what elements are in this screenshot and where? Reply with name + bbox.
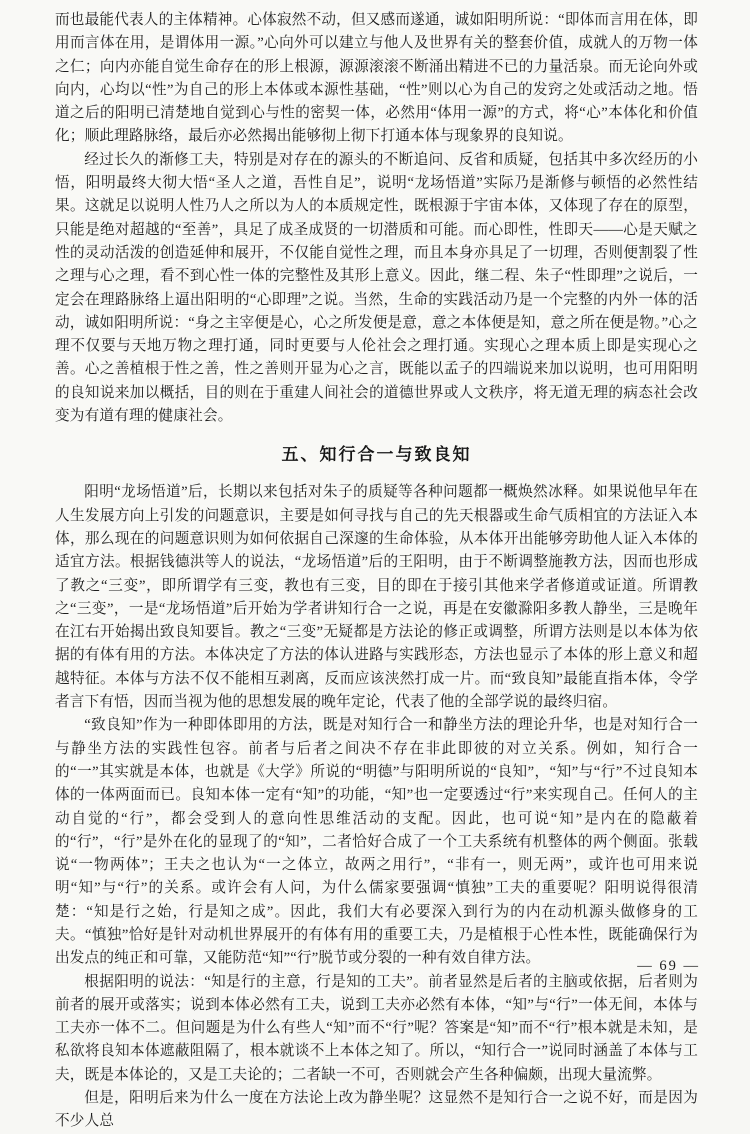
body-paragraph-continuation: 而也最能代表人的主体精神。心体寂然不动，但又感而遂通，诚如阳明所说：“即体而言用在体，即用而言体在用，是谓体用一源。”心向外可以建立与他人及世界有关的整套价值，成就人的万物一体之仁；向内亦能自觉生命存在的形上根源，源源滚滚不断涌出精进不已的力量活泉。而无论向外或向内，心均以“性”为自己的形上本体或本源性基础，“性”则以心为自己的发窍之处或活动之地。悟道之后的阳明已清楚地自觉到心与性的密契一体，必然用“体用一源”的方式，将“心”本体化和价值化；顺此理路脉络，最后亦必然揭出能够彻上彻下打通本体与现象界的良知说。	[55, 12, 698, 145]
body-paragraph-4: “致良知”作为一种即体即用的方法，既是对知行合一和静坐方法的理论升华，也是对知行合一与静坐方法的实践性包容。前者与后者之间决不存在非此即彼的对立关系。例如，知行合一的“一”其实就是本体，也就是《大学》所说的“明德”与阳明所说的“良知”，“知”与“行”不过良知本体的一体两面而已。良知本体一定有“知”的功能，“知”也一定要透过“行”来实现自己。任何人的主动自觉的“行”，都会受到人的意向性思维活动的支配。因此，也可说“知”是内在的隐蔽着的“行”，“行”是外在化的显现了的“知”，二者恰好合成了一个工夫系统有机整体的两个侧面。张载说“一物两体”；王夫之也认为“一之体立，故两之用行”，“非有一，则无两”，或许也可用来说明“知”与“行”的关系。或许会有人问，为什么儒家要强调“慎独”工夫的重要呢？阳明说得很清楚：“知是行之始，行是知之成”。因此，我们大有必要深入到行为的内在动机源头做修身的工夫。“慎独”恰好是针对动机世界展开的有体有用的重要工夫，乃是植根于心性本性，既能确保行为出发点的纯正和可靠，又能防范“知”“行”脱节或分裂的一种有效自律方法。	[55, 717, 698, 967]
section-heading: 五、知行合一与致良知	[281, 445, 472, 465]
page-content	[55, 9, 698, 1134]
body-paragraph-5: 根据阳明的说法：“知是行的主意，行是知的工夫”。前者显然是后者的主脑或依据，后者则为前者的展开或落实；说到本体必然有工夫，说到工夫亦必然有本体，“知”与“行”一体无间，本体与工夫亦一体不二。但问题是为什么有些人“知”而不“行”呢？答案是“知”而不“行”根本就是未知，是私欲将良知本体遮蔽阻隔了，根本就谈不上本体之知了。所以，“知行合一”说同时涵盖了本体与工夫，既是本体论的，又是工夫论的；二者缺一不可，否则就会产生各种偏颇，出现大量流弊。	[55, 973, 698, 1083]
page-number: — 69 —	[637, 958, 700, 974]
body-paragraph-6-truncated: 但是，阳明后来为什么一度在方法论上改为静坐呢？这显然不是知行合一之说不好，而是因为不少人总	[55, 1090, 698, 1130]
body-paragraph-3: 阳明“龙场悟道”后，长期以来包括对朱子的质疑等各种问题都一概焕然冰释。如果说他早年在人生发展方向上引发的问题意识，主要是如何寻找与自己的先天根器或生命气质相宜的方法证入本体，那么现在的问题意识则为如何依据自己深邃的生命体验，从本体开出能够旁助他人证入本体的适宜方法。根据钱德洪等人的说法，“龙场悟道”后的王阳明，由于不断调整施教方法，因而也形成了教之“三变”，即所谓学有三变，教也有三变，目的即在于接引其他来学者修道或证道。所谓教之“三变”，一是“龙场悟道”后开始为学者讲知行合一之说，再是在安徽滁阳多教人静坐，三是晚年在江右开始揭出致良知要旨。教之“三变”无疑都是方法论的修正或调整，所谓方法则是以本体为依据的有体有用的方法。本体决定了方法的体认进路与实践形态，方法也显示了本体的形上意义和超越特征。本体与方法不仅不能相互剥离，反而应该浃然打成一片。而“致良知”最能直指本体，令学者言下有悟，因而当视为他的思想发展的晚年定论，代表了他的全部学说的最终归宿。	[55, 484, 698, 711]
body-paragraph-2: 经过长久的渐修工夫，特别是对存在的源头的不断追问、反省和质疑，包括其中多次经历的小悟，阳明最终大彻大悟“圣人之道，吾性自足”，说明“龙场悟道”实际乃是渐修与顿悟的必然性结果。这就足以说明人性乃人之所以为人的本质规定性，既根源于宇宙本体，又体现了存在的原型，只能是绝对超越的“至善”，具足了成圣成贤的一切潜质和可能。而心即性，性即天——心是天赋之性的灵动活泼的创造延伸和展开，不仅能自觉性之理，而且本身亦具足了一切理，否则便割裂了性之理与心之理，看不到心性一体的完整性及其形上意义。因此，继二程、朱子“性即理”之说后，一定会在理路脉络上逼出阳明的“心即理”之说。当然，生命的实践活动乃是一个完整的内外一体的活动，诚如阳明所说：“身之主宰便是心，心之所发便是意，意之本体便是知，意之所在便是物。”心之理不仅要与天地万物之理打通，同时更要与人伦社会之理打通。实现心之理本质上即是实现心之善。心之善植根于性之善，性之善则开显为心之言，既能以孟子的四端说来加以说明，也可用阳明的良知说来加以概括，目的则在于重建人间社会的道德世界或人文秩序，将无道无理的病态社会改变为有道有理的健康社会。	[55, 151, 698, 425]
